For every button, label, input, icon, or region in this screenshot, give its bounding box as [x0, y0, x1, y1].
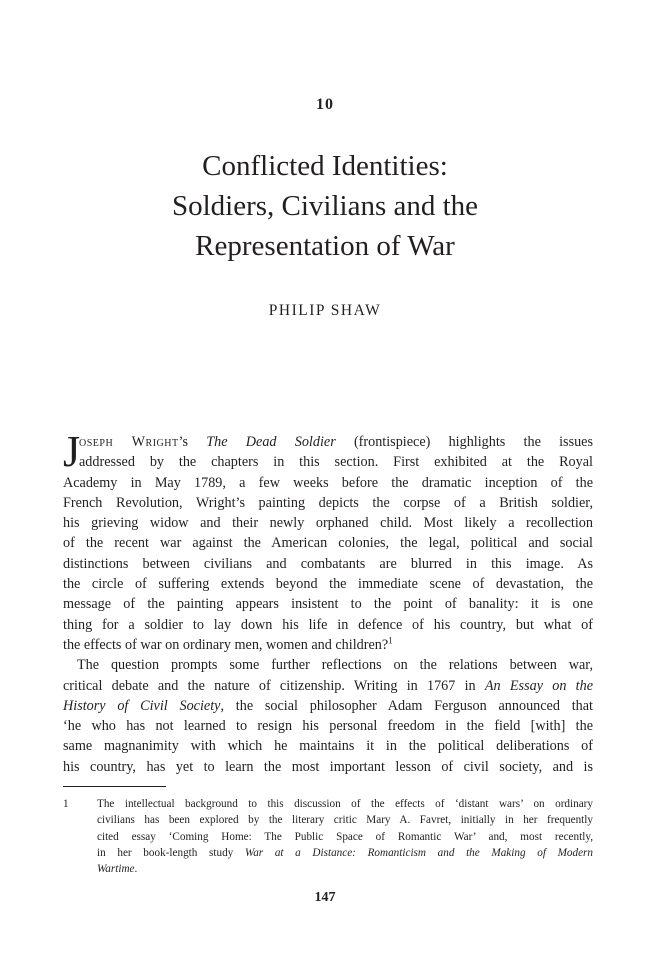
- body-text: [63, 427, 593, 777]
- text-line: ‘he who has not learned to resign his personal freedom in the field [with] the: [63, 718, 593, 735]
- text-line: [63, 432, 593, 452]
- drop-cap: J: [63, 427, 81, 476]
- opening-name: oseph Wright: [79, 434, 179, 450]
- chapter-title-line: Conflicted Identities:: [202, 150, 448, 182]
- book-title: An Essay on the: [484, 677, 593, 694]
- text-line: addressed by the chapters in this section. First exhibited at the Royal: [79, 454, 593, 471]
- text-line: [63, 676, 593, 696]
- footnote-reference[interactable]: 1: [388, 635, 393, 646]
- footnote-line: [97, 845, 593, 861]
- footnote: [63, 796, 593, 877]
- book-title: War at a Distance: Romanticism and the Making of Modern: [244, 846, 593, 859]
- text-line: the circle of suffering extends beyond the immediate scene of devastation, the: [63, 576, 593, 593]
- chapter-number: 10: [316, 96, 334, 113]
- text-line: his country, has yet to learn the most important lesson of civil society, and is: [63, 758, 593, 775]
- painting-title: The Dead Soldier: [206, 434, 336, 450]
- footnote-text: [97, 796, 593, 877]
- footnote-line: cited essay ‘Coming Home: The Public Space of Romantic War’ and, most recently,: [97, 830, 593, 843]
- book-title: History of Civil Society: [63, 697, 221, 714]
- chapter-title-line: Representation of War: [195, 230, 455, 262]
- text-line: [63, 635, 593, 655]
- text-fragment: (frontispiece) highlights the issues: [335, 434, 593, 450]
- text-fragment: in her book-length study: [97, 846, 245, 859]
- page-number: 147: [314, 890, 336, 905]
- text-fragment: the effects of war on ordinary men, women and children?: [63, 636, 389, 653]
- text-line: French Revolution, Wright’s painting depicts the corpse of a British soldier,: [63, 494, 593, 511]
- footnote-line: The intellectual background to this discussion of the effects of ‘distant wars’ on ordinary: [97, 798, 593, 810]
- text-line: same magnanimity with which he maintains it in the political deliberations of: [63, 738, 593, 755]
- text-fragment: , the social philosopher Adam Ferguson announced that: [220, 697, 593, 714]
- author-name: PHILIP SHAW: [268, 302, 382, 319]
- text-line: Academy in May 1789, a few weeks before the dramatic inception of the: [63, 474, 593, 491]
- text-fragment: critical debate and the nature of citizenship. Writing in 1767 in: [63, 677, 485, 694]
- chapter-title-line: Soldiers, Civilians and the: [171, 190, 479, 222]
- text-line: of the recent war against the American colonies, the legal, political and social: [63, 535, 593, 552]
- footnote-line: [97, 861, 593, 877]
- text-line: his grieving widow and their newly orphaned child. Most likely a recollection: [63, 515, 593, 532]
- opening-paragraph-start: [63, 427, 593, 476]
- text-fragment: .: [134, 863, 138, 876]
- chapter-title: [0, 146, 650, 266]
- text-line: The question prompts some further reflections on the relations between war,: [77, 657, 593, 674]
- text-line: [63, 696, 593, 716]
- text-line: message of the painting appears insistent to the point of banality: it is one: [63, 596, 593, 613]
- footnote-line: civilians has been explored by the literary critic Mary A. Favret, initially in her frequently: [97, 814, 593, 827]
- text-line: distinctions between civilians and combatants are blurred in this image. As: [63, 555, 593, 572]
- text-line: thing for a soldier to lay down his life in defence of his country, but what of: [63, 616, 593, 633]
- footnote-number: 1: [63, 798, 69, 810]
- possessive: ’s: [178, 434, 207, 450]
- footnote-rule: [63, 786, 166, 787]
- book-title: Wartime: [97, 863, 135, 876]
